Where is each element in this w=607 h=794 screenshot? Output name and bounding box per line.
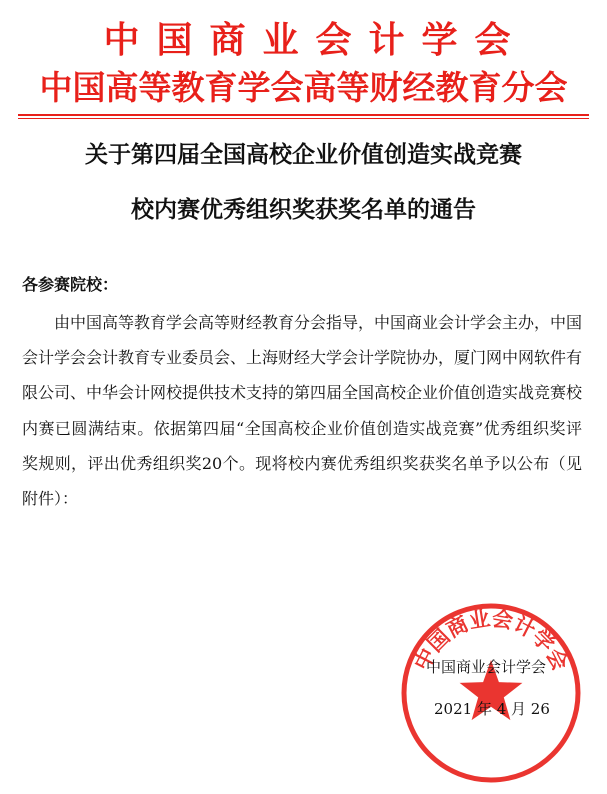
notice-body-paragraph: 由中国高等教育学会高等财经教育分会指导，中国商业会计学会主办，中国会计学会会计教育专业委员会、上海财经大学会计学院协办，厦门网中网软件有限公司、中华会计网校提供技术支持的第四届全国高校企业价值创造实战竞赛校内赛已圆满结束。依据第四届“全国高校企业价值创造实战竞赛”优秀组织奖评奖规则，评出优秀组织奖20个。现将校内赛优秀组织奖获奖名单予以公布（见附件）： — [22, 313, 583, 509]
signature-organization: 中国商业会计学会 — [426, 658, 547, 676]
letterhead-org-line2: 中国高等教育学会高等财经教育分会 — [39, 68, 568, 107]
official-seal-stamp — [398, 600, 584, 786]
signature-date: 2021 年 4 月 26 — [434, 700, 550, 718]
notice-title-line2: 校内赛优秀组织奖获奖名单的通告 — [131, 196, 476, 223]
salutation: 各参赛院校： — [22, 275, 119, 294]
letterhead-rule-thin — [18, 118, 589, 119]
letterhead-org-line1: 中国商业会计学会 — [103, 20, 528, 61]
seal-arc-text: 中国商业会计学会 — [409, 606, 573, 675]
notice-title-line1: 关于第四届全国高校企业价值创造实战竞赛 — [85, 141, 522, 168]
letterhead-rule-thick — [18, 114, 589, 116]
